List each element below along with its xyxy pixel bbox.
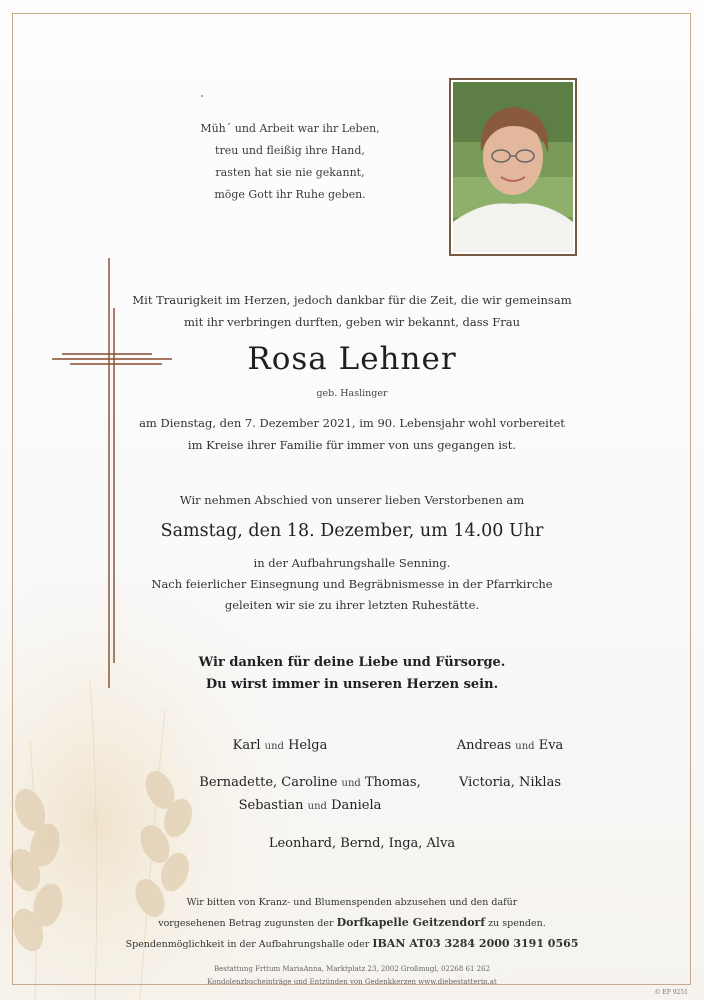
funeral-line: in der Aufbahrungshalle Senning. — [253, 556, 451, 570]
family-name: Sebastian — [238, 798, 304, 813]
family-name: Karl — [232, 738, 261, 753]
family-connector: und — [341, 778, 361, 789]
thanks-text — [0, 652, 704, 696]
family-connector: und — [264, 741, 284, 752]
funeral-details — [0, 553, 704, 616]
funeral-line: Nach feierlicher Einsegnung und Begräbnismesse in der Pfarrkirche — [151, 577, 553, 591]
family-name: Bernadette, Caroline — [199, 775, 338, 790]
intro-line: Mit Traurigkeit im Herzen, jedoch dankbar für die Zeit, die wir gemeinsam — [132, 293, 572, 307]
thanks-line: Wir danken für deine Liebe und Fürsorge. — [198, 655, 506, 670]
footer — [0, 963, 704, 989]
decorative-dot — [201, 95, 203, 97]
family-bernadette — [190, 772, 430, 818]
donation-notice — [0, 893, 704, 955]
portrait-photo — [453, 82, 573, 252]
portrait-photo-frame — [449, 78, 577, 256]
footer-line: Bestattung Frttum MariaAnna, Marktplatz 23, 2002 Großmugl, 02268 61 262 — [213, 965, 491, 973]
death-line: im Kreise ihrer Familie für immer von uns gegangen ist. — [187, 438, 517, 452]
poem-line: möge Gott ihr Ruhe geben. — [214, 188, 366, 201]
farewell-intro: Wir nehmen Abschied von unserer lieben Verstorbenen am — [179, 493, 525, 507]
maiden-name: geb. Haslinger — [316, 388, 388, 399]
funeral-date: Samstag, den 18. Dezember, um 14.00 Uhr — [160, 521, 544, 541]
donation-line: Wir bitten von Kranz- und Blumenspenden abzusehen und den dafür — [186, 897, 518, 908]
poem-line: rasten hat sie nie gekannt, — [215, 166, 365, 179]
poem-line: Müh´ und Arbeit war ihr Leben, — [200, 122, 380, 135]
iban-number: 03 3284 2000 3191 0565 — [425, 937, 579, 950]
donation-recipient: Dorfkapelle Geitzendorf — [336, 916, 486, 929]
family-grandchildren: Leonhard, Bernd, Inga, Alva — [268, 836, 456, 851]
thanks-line: Du wirst immer in unseren Herzen sein. — [205, 677, 499, 692]
poem-line: treu und fleißig ihre Hand, — [215, 144, 365, 157]
document-code: © EP 9251 — [654, 989, 688, 996]
death-notice — [0, 412, 704, 456]
family-connector: und — [515, 741, 535, 752]
family-name: Helga — [288, 738, 328, 753]
deceased-name: Rosa Lehner — [247, 341, 457, 377]
family-victoria-niklas: Victoria, Niklas — [458, 775, 562, 790]
iban-label: IBAN AT — [372, 937, 426, 950]
poem — [190, 118, 390, 206]
family-name: Andreas — [456, 738, 512, 753]
intro-line: mit ihr verbringen durften, geben wir bekannt, dass Frau — [184, 315, 520, 329]
footer-line: Kondolenzbucheinträge und Entzünden von Gedenkkerzen www.diebestatterin.at — [207, 978, 497, 986]
family-name: Daniela — [331, 798, 382, 813]
donation-text: zu spenden. — [488, 918, 546, 929]
family-name: Thomas, — [364, 775, 421, 790]
death-line: am Dienstag, den 7. Dezember 2021, im 90. Lebensjahr wohl vorbereitet — [139, 416, 565, 430]
funeral-line: geleiten wir sie zu ihrer letzten Ruhestätte. — [224, 598, 480, 612]
family-connector: und — [307, 801, 327, 812]
intro-text — [0, 289, 704, 333]
donation-text: vorgesehenen Betrag zugunsten der — [158, 918, 334, 929]
family-name: Eva — [538, 738, 564, 753]
family-karl-helga — [210, 735, 350, 758]
family-andreas-eva — [440, 735, 580, 758]
donation-text: Spendenmöglichkeit in der Aufbahrungshalle oder — [125, 939, 370, 950]
